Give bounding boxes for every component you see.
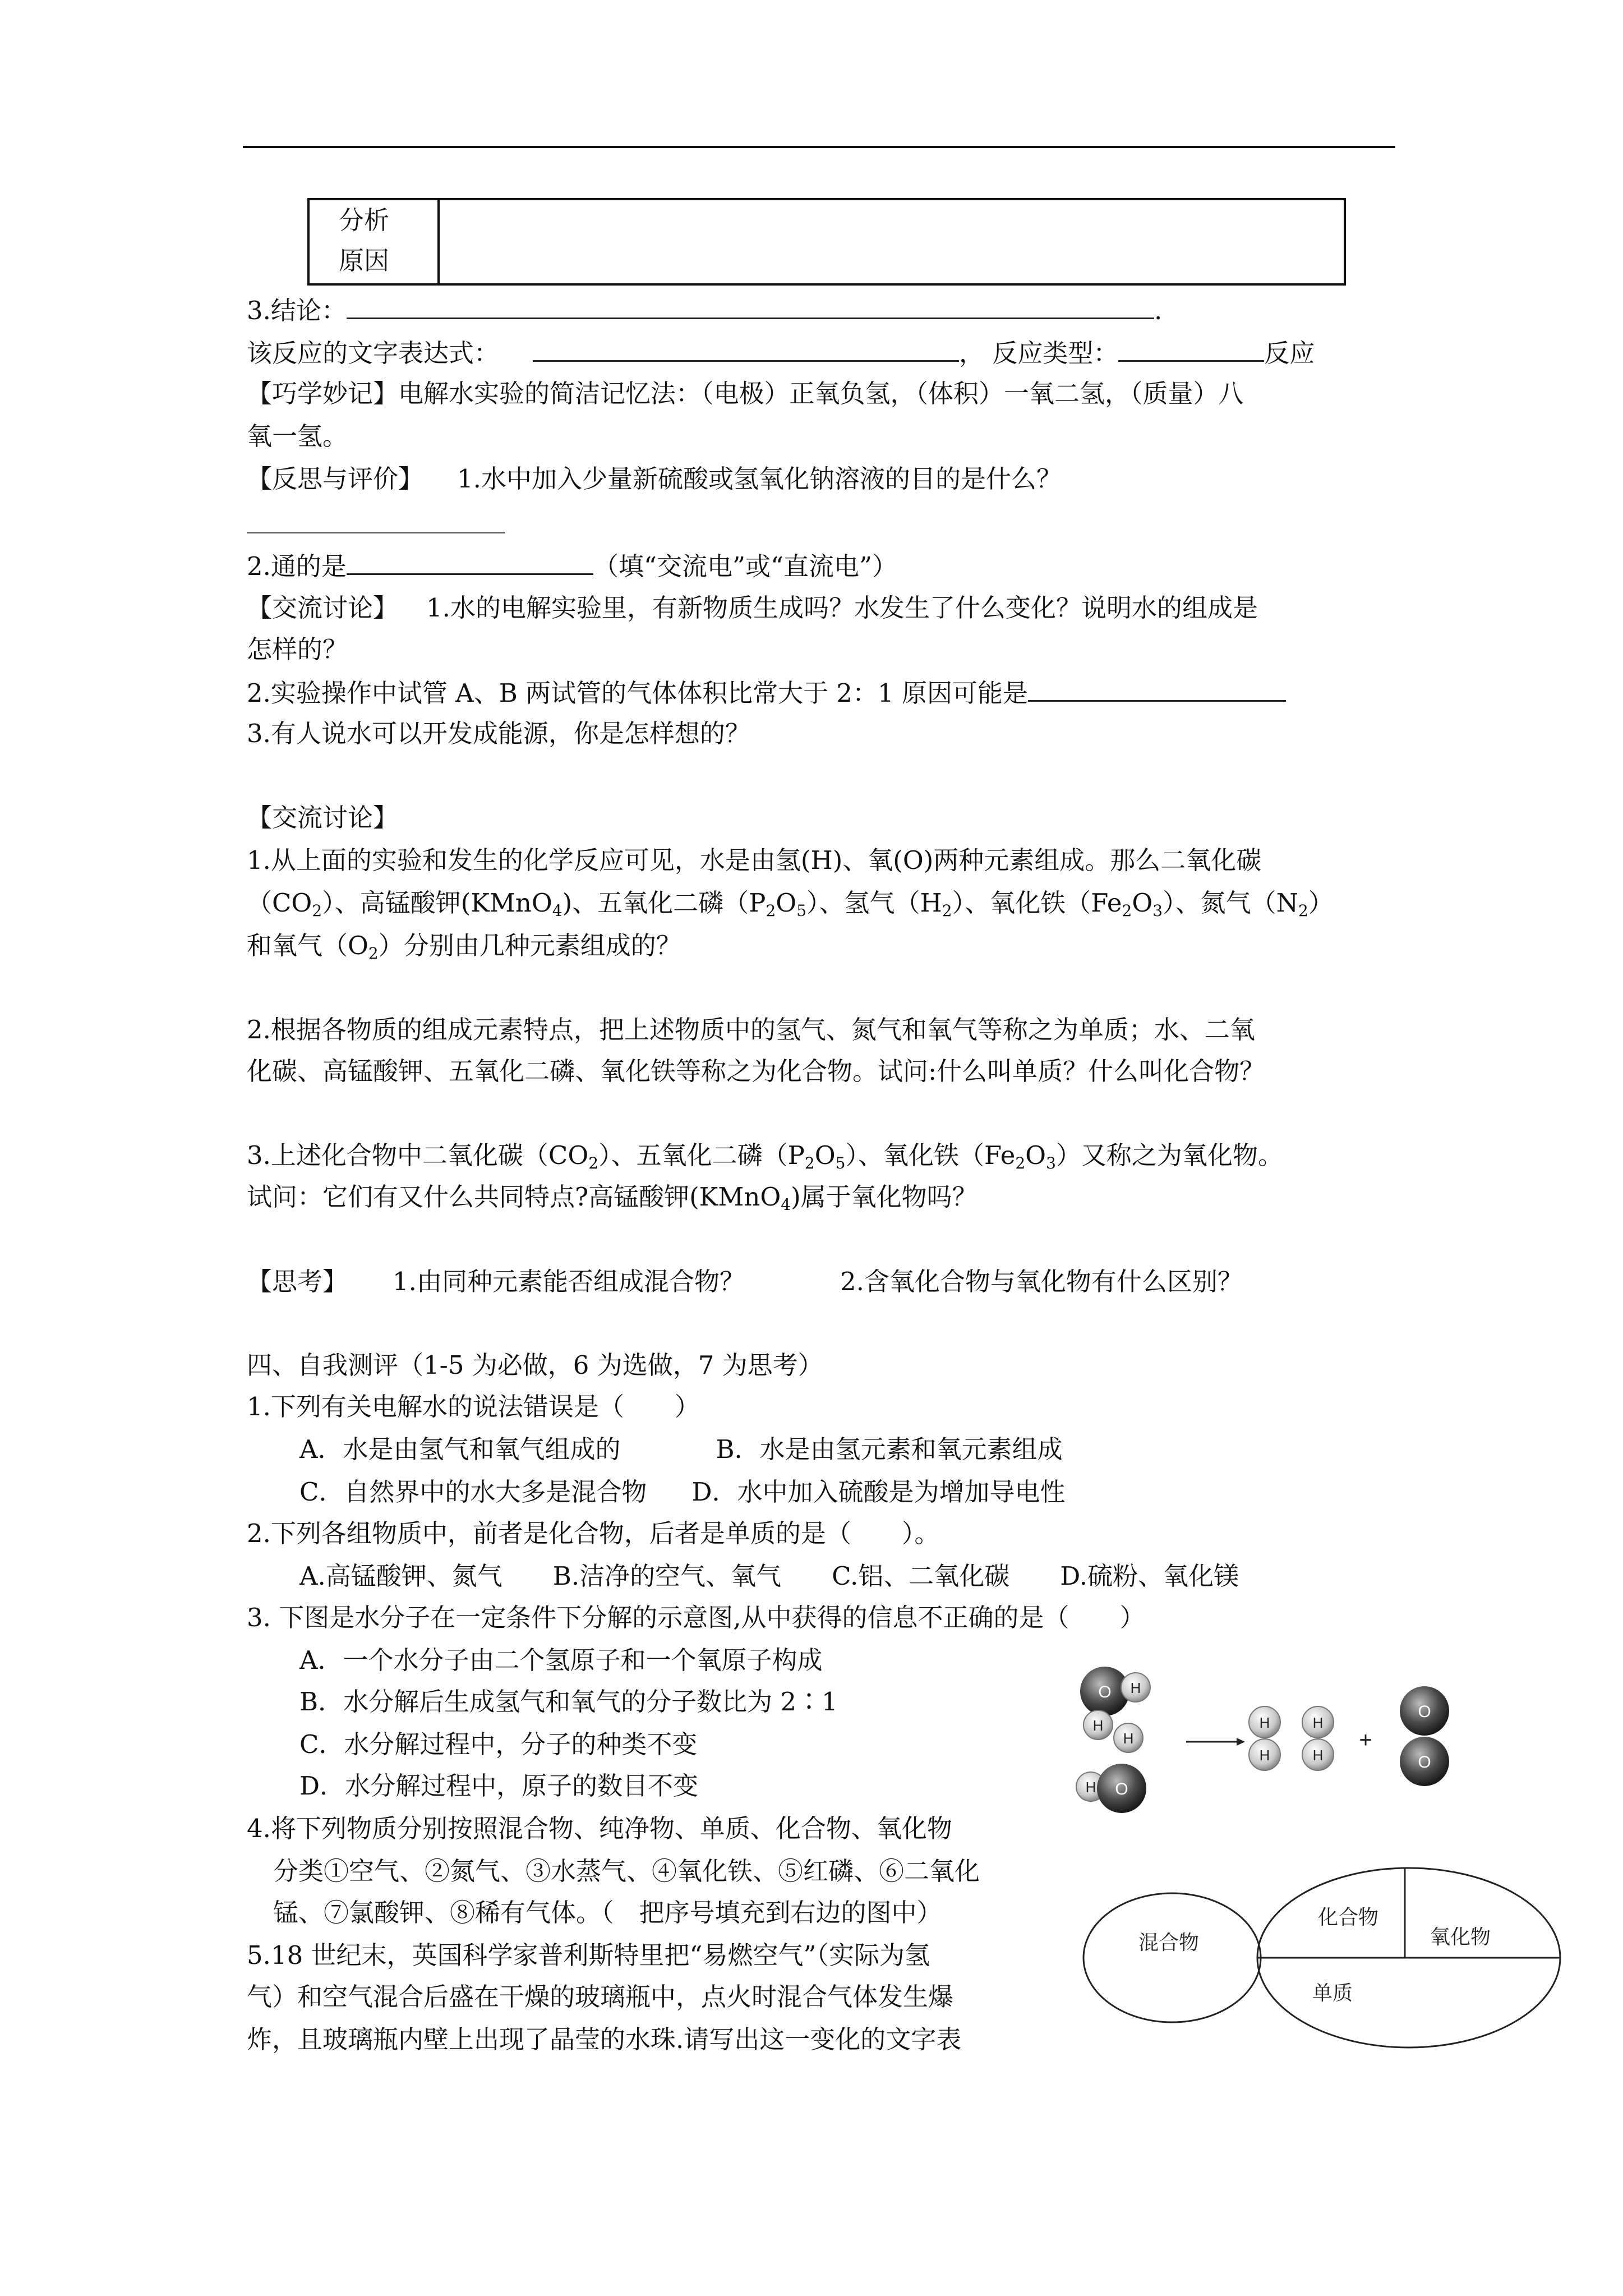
subscript: 2 <box>1122 901 1132 920</box>
text-co2: （CO <box>247 888 312 918</box>
text-h2: ）、氢气（H <box>806 888 942 918</box>
atom-label: H <box>1123 1730 1134 1747</box>
text-o: O <box>814 1140 836 1170</box>
self-test-q5-line3: 炸，且玻璃瓶内壁上出现了晶莹的水珠.请写出这一变化的文字表 <box>247 2024 962 2054</box>
subscript: 3 <box>1046 1154 1056 1172</box>
mixture-label: 混合物 <box>1138 1931 1200 1954</box>
discussion1-line1 <box>247 591 1258 625</box>
subscript: 2 <box>804 1154 815 1172</box>
think-line <box>247 1265 1243 1299</box>
text-fe2o3: ）、氧化铁（Fe <box>845 1140 1016 1170</box>
text-o: O <box>776 888 797 918</box>
atom-label: O <box>1418 1753 1431 1772</box>
subscript: 4 <box>552 901 562 920</box>
discussion1-q2-line <box>247 675 1286 710</box>
conclusion-line <box>247 293 1162 328</box>
water-molecule-2 <box>1076 1723 1146 1813</box>
think-q2: 2.含氧化合物与氧化物有什么区别？ <box>840 1267 1243 1296</box>
subscript: 2 <box>588 1154 599 1172</box>
reflection-q2-line <box>247 549 897 583</box>
text-kmno4: ）、高锰酸钾(KMnO <box>322 888 552 918</box>
subscript: 2 <box>312 901 322 920</box>
analysis-label-line2: 原因 <box>339 246 390 275</box>
q1-options-row2 <box>299 1475 1066 1509</box>
think-q1: 1.由同种元素能否组成混合物？ <box>393 1267 745 1296</box>
text-o2: 和氧气（O <box>247 931 368 960</box>
self-test-q3: 3. 下图是水分子在一定条件下分解的示意图,从中获得的信息不正确的是（ ） <box>247 1603 1145 1632</box>
atom-label: H <box>1259 1747 1270 1764</box>
q2-options[interactable]: A.高锰酸钾、氮气 B.洁净的空气、氧气 C.铝、二氧化碳 D.硫粉、氧化镁 <box>299 1561 1239 1591</box>
discussion1-q2: 2.实验操作中试管 A、B 两试管的气体体积比常大于 2：1 原因可能是 <box>247 678 1028 708</box>
text-n2: ）、氮气（N <box>1163 888 1298 918</box>
hydrogen-molecule-2 <box>1302 1706 1334 1770</box>
atom-label: H <box>1312 1747 1324 1764</box>
reflection-q2-blank[interactable] <box>347 549 593 575</box>
discussion2-header: 【交流讨论】 <box>247 803 399 832</box>
subscript: 2 <box>1298 901 1308 920</box>
reflection-header: 【反思与评价】 <box>247 464 424 494</box>
think-header: 【思考】 <box>247 1267 348 1296</box>
q3-option-a[interactable]: A．一个水分子由二个氢原子和一个氧原子构成 <box>299 1645 823 1675</box>
text-question: 试问：它们有又什么共同特点?高锰酸钾(KMnO <box>247 1182 781 1212</box>
atom-label: H <box>1312 1714 1324 1731</box>
oxygen-molecule <box>1400 1686 1449 1786</box>
q3-option-b[interactable]: B．水分解后生成氢气和氧气的分子数比为 2∶1 <box>299 1687 838 1717</box>
element-label: 单质 <box>1312 1982 1353 2005</box>
memory-line2: 氧一氢。 <box>247 421 348 451</box>
discussion2-q1-line3 <box>247 929 681 970</box>
self-test-q4-line3: 锰、⑦氯酸钾、⑧稀有气体。（ 把序号填充到右边的图中） <box>273 1898 942 1927</box>
atom-label: O <box>1418 1703 1431 1721</box>
self-test-q5-line2: 气）和空气混合后盛在干燥的玻璃瓶中，点火时混合气体发生爆 <box>247 1982 954 2012</box>
discussion1-q1-line2: 怎样的？ <box>247 634 348 664</box>
text-question-end: )属于氧化物吗？ <box>791 1182 978 1212</box>
text-fe2o3: ）、氧化铁（Fe <box>952 888 1122 918</box>
atom-label: H <box>1085 1779 1096 1796</box>
subscript: 3 <box>1152 901 1163 920</box>
subscript: 2 <box>766 901 776 920</box>
mixture-ellipse <box>1083 1893 1261 2022</box>
atom-label: H <box>1092 1717 1104 1734</box>
reflection-q1: 1.水中加入少量新硫酸或氢氧化钠溶液的目的是什么？ <box>457 464 1062 494</box>
analysis-answer-cell[interactable] <box>439 199 1345 284</box>
equation-label: 该反应的文字表达式： <box>247 338 500 368</box>
memory-line1: 【巧学妙记】电解水实验的简洁记忆法：（电极）正氧负氢，（体积）一氧二氢，（质量）八 <box>247 379 1244 408</box>
discussion1-q2-blank[interactable] <box>1028 675 1286 702</box>
q1-option-b[interactable]: B．水是由氢元素和氧元素组成 <box>716 1434 1063 1464</box>
subscript: 2 <box>942 901 952 920</box>
reflection-q1-blank[interactable] <box>247 532 505 533</box>
header-rule <box>243 146 1395 148</box>
classification-diagram[interactable] <box>1082 1865 1570 2050</box>
subscript: 2 <box>1015 1154 1026 1172</box>
discussion2-q1-line2 <box>247 886 1334 928</box>
text-oxide: ）又称之为氧化物。 <box>1055 1140 1283 1170</box>
analysis-table <box>307 198 1346 286</box>
discussion1-q1-line1: 1.水的电解实验里，有新物质生成吗？水发生了什么变化？说明水的组成是 <box>426 593 1258 623</box>
conclusion-end: . <box>1154 296 1163 325</box>
text-p2o5: )、五氧化二磷（P <box>562 888 766 918</box>
reaction-type-suffix: 反应 <box>1264 338 1315 368</box>
self-test-q4-line2: 分类①空气、②氮气、③水蒸气、④氧化铁、⑤红磷、⑥二氧化 <box>273 1856 980 1886</box>
reaction-type-label: ， 反应类型： <box>959 338 1119 368</box>
reaction-type-blank[interactable] <box>1118 335 1264 362</box>
discussion1-q3: 3.有人说水可以开发成能源，你是怎样想的？ <box>247 719 750 748</box>
discussion2-q2-line2: 化碳、高锰酸钾、五氧化二磷、氧化铁等称之为化合物。试问:什么叫单质？什么叫化合物？ <box>247 1056 1265 1086</box>
atom-label: O <box>1115 1780 1128 1798</box>
oxide-label: 氧化物 <box>1430 1926 1491 1949</box>
text-close: ） <box>1308 888 1334 918</box>
self-test-q5-line1: 5.18 世纪末，英国科学家普利斯特里把“易燃空气”（实际为氢 <box>247 1940 930 1970</box>
compound-label: 化合物 <box>1318 1906 1379 1929</box>
atom-label: H <box>1130 1680 1141 1696</box>
equation-blank[interactable] <box>533 335 959 362</box>
self-test-q1: 1.下列有关电解水的说法错误是（ ） <box>247 1392 700 1421</box>
text-p2o5: ）、五氧化二磷（P <box>598 1140 805 1170</box>
subscript: 5 <box>796 901 807 920</box>
conclusion-label: 3.结论： <box>247 296 347 325</box>
subscript: 4 <box>781 1195 791 1214</box>
self-test-q4-line1: 4.将下列物质分别按照混合物、纯净物、单质、化合物、氧化物 <box>247 1814 952 1843</box>
discussion2-q3-line1 <box>247 1139 1283 1180</box>
conclusion-blank[interactable] <box>347 293 1154 319</box>
discussion2-q1-line1: 1.从上面的实验和发生的化学反应可见，水是由氢(H)、氧(O)两种元素组成。那么二氧化碳 <box>247 845 1262 875</box>
subscript: 2 <box>368 944 379 963</box>
hydrogen-molecule-1 <box>1249 1706 1280 1770</box>
discussion2-q2-line1: 2.根据各物质的组成元素特点，把上述物质中的氢气、氮气和氧气等称之为单质；水、二氧 <box>247 1015 1255 1045</box>
subscript: 5 <box>835 1154 846 1172</box>
self-test-header: 四、自我测评（1-5 为必做，6 为选做，7 为思考） <box>247 1350 823 1380</box>
reflection-line <box>247 462 1062 496</box>
self-test-q2: 2.下列各组物质中，前者是化合物，后者是单质的是（ ）。 <box>247 1519 940 1548</box>
plus-sign: + <box>1359 1728 1372 1752</box>
q3-option-d[interactable]: D．水分解过程中，原子的数目不变 <box>299 1771 699 1801</box>
text-o: O <box>1132 888 1153 918</box>
text-co2: 3.上述化合物中二氧化碳（CO <box>247 1140 589 1170</box>
q1-option-d[interactable]: D．水中加入硫酸是为增加导电性 <box>691 1477 1066 1507</box>
reflection-q2-prefix: 2.通的是 <box>247 551 347 581</box>
arrow-head-icon <box>1237 1738 1245 1746</box>
analysis-label-cell <box>308 199 439 284</box>
analysis-label-line1: 分析 <box>339 205 390 235</box>
q1-option-c[interactable]: C．自然界中的水大多是混合物 <box>299 1477 647 1507</box>
discussion2-q3-line2 <box>247 1180 978 1222</box>
atom-label: O <box>1098 1683 1112 1701</box>
q1-options-row1 <box>299 1433 1063 1466</box>
water-decomposition-diagram <box>1066 1649 1469 1840</box>
reflection-q2-suffix: （填“交流电”或“直流电”） <box>593 551 897 581</box>
atom-label: H <box>1259 1714 1270 1731</box>
equation-line <box>247 335 1315 370</box>
q3-option-c[interactable]: C．水分解过程中，分子的种类不变 <box>299 1729 698 1759</box>
discussion1-header: 【交流讨论】 <box>247 593 399 623</box>
text-question: ）分别由几种元素组成的？ <box>378 931 681 960</box>
text-o: O <box>1025 1140 1046 1170</box>
q1-option-a[interactable]: A．水是由氢气和氧气组成的 <box>299 1434 621 1464</box>
